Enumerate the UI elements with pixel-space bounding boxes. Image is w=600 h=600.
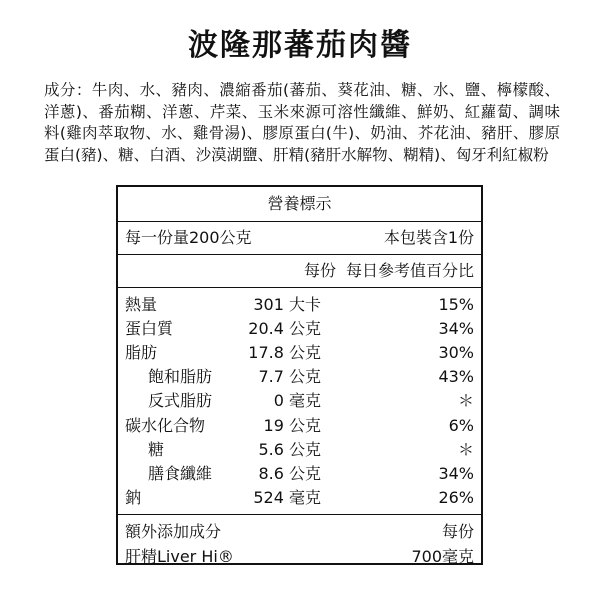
nutrient-row (125, 293, 474, 317)
nutrient-pct: 26% (438, 487, 474, 507)
nutrient-row (125, 389, 474, 413)
nutrient-value: 301 大卡 (253, 295, 321, 315)
nutrient-value: 5.6 公克 (258, 439, 321, 459)
extra-ingredients (118, 515, 481, 573)
extra-heading: 額外添加成分 (125, 521, 222, 541)
nutrient-name: 熱量 (125, 295, 158, 315)
extra-value: 700毫克 (411, 546, 474, 566)
nutrient-name: 脂肪 (125, 343, 158, 363)
nutrient-pct: 30% (438, 343, 474, 363)
nutrient-row (125, 365, 474, 389)
nutrient-name: 飽和脂肪 (148, 367, 213, 387)
nutrient-name: 反式脂肪 (148, 391, 213, 411)
extra-item: 肝精Liver Hi® (125, 546, 234, 566)
servings-per-pack: 本包裝含1份 (383, 228, 474, 247)
extra-item-row (125, 544, 474, 569)
serving-row (118, 222, 481, 255)
product-title: 波隆那蕃茄肉醬 (188, 28, 412, 63)
nutrient-value: 8.6 公克 (258, 463, 321, 483)
nutrient-pct: 34% (438, 319, 474, 339)
extra-col: 每份 (441, 521, 474, 541)
nutrient-name: 膳食纖維 (148, 463, 213, 483)
serving-size: 每一份量200公克 (125, 228, 252, 247)
nutrient-name: 糖 (148, 439, 165, 459)
nutrient-row (125, 413, 474, 437)
nutrition-panel (116, 185, 483, 565)
nutrient-value: 7.7 公克 (258, 367, 321, 387)
col-daily-pct: 每日參考值百分比 (345, 261, 474, 280)
nutrient-pct: ＊ (457, 391, 474, 411)
nutrient-pct: 15% (438, 295, 474, 315)
nutrient-value: 19 公克 (263, 415, 321, 435)
nutrient-pct: ＊ (457, 439, 474, 459)
nutrient-table (118, 288, 481, 515)
nutrient-row (125, 486, 474, 510)
extra-header-row (125, 519, 474, 544)
col-per-serving: 每份 (303, 261, 336, 280)
nutrient-value: 20.4 公克 (248, 319, 321, 339)
nutrient-pct: 6% (448, 415, 474, 435)
ingredients-list: 成分：牛肉、水、豬肉、濃縮番茄(蕃茄、葵花油、糖、水、鹽、檸檬酸、洋蔥)、番茄糊、洋蔥、芹菜、玉米來源可溶性纖維、鮮奶、紅蘿蔔、調味料(雞肉萃取物、水、雞骨湯)、膠原蛋白(牛)、奶油、芥花油、豬肝、膠原蛋白(豬)、糖、白酒、沙漠湖鹽、肝精(豬肝水解物、糊精)、匈牙利紅椒粉 (44, 81, 560, 164)
nutrient-row (125, 462, 474, 486)
nutrient-value: 0 毫克 (273, 391, 321, 411)
nutrient-name: 鈉 (125, 487, 142, 507)
nutrient-row (125, 317, 474, 341)
nutrient-value: 17.8 公克 (248, 343, 321, 363)
nutrient-pct: 34% (438, 463, 474, 483)
column-header-row (118, 255, 481, 288)
nutrient-row (125, 438, 474, 462)
nutrient-pct: 43% (438, 367, 474, 387)
nutrition-heading: 營養標示 (118, 187, 481, 222)
nutrient-name: 蛋白質 (125, 319, 174, 339)
nutrient-name: 碳水化合物 (125, 415, 206, 435)
nutrient-value: 524 毫克 (253, 487, 321, 507)
nutrient-row (125, 341, 474, 365)
